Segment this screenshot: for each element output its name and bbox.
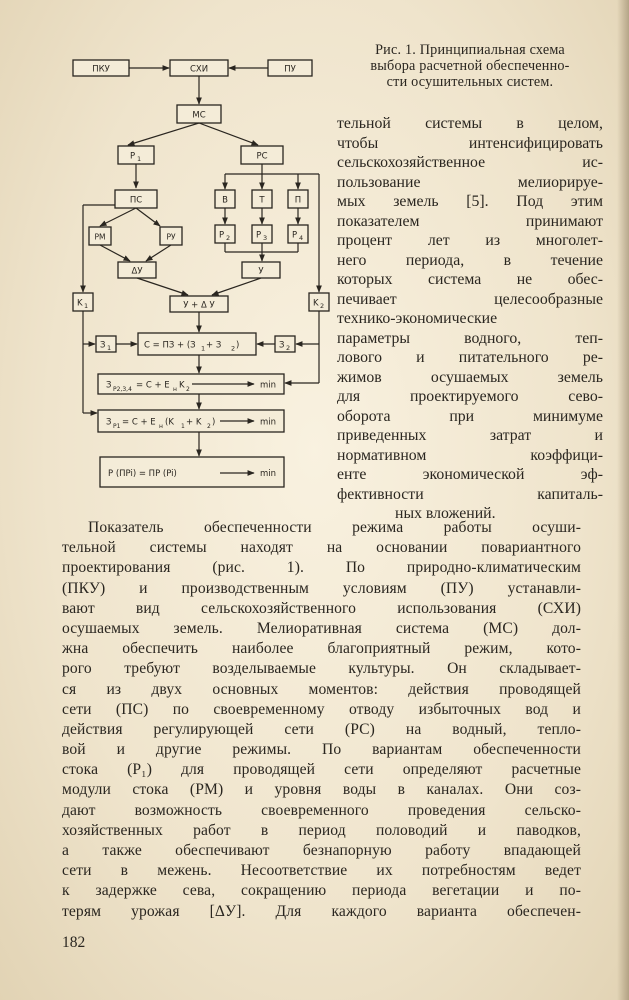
text-line: тельной системы находят на основании повариантного: [62, 539, 581, 557]
svg-text:ПУ: ПУ: [284, 64, 296, 75]
text-line: ся из двух основных моментов: действия проводящей: [62, 680, 581, 698]
node-p3: [252, 225, 272, 243]
text-line: оборота при минимуме: [337, 407, 603, 425]
node-t: [252, 190, 272, 208]
svg-text:2: 2: [231, 344, 236, 353]
svg-text:2: 2: [207, 423, 211, 430]
node-shi: [170, 60, 228, 76]
svg-text:= С + E: = С + E: [136, 380, 170, 391]
node-v: [215, 190, 235, 208]
text-line: модули стока (РМ) и уровня воды в каналах. Они соз-: [62, 781, 581, 799]
node-p1: [118, 146, 154, 164]
svg-text:СХИ: СХИ: [189, 64, 209, 75]
text-line: (ПКУ) и производственным условиям (ПУ) устанавли-: [62, 579, 581, 597]
svg-text:K: K: [313, 298, 319, 309]
text-line: фективности капиталь-: [337, 485, 603, 503]
node-p4: [288, 225, 308, 243]
svg-text:3: 3: [263, 234, 268, 242]
text-line: мых земель [5]. Под этим: [337, 193, 603, 210]
svg-text:РМ: РМ: [94, 232, 106, 242]
svg-text:P (ΠPi) = ΠP (Pi): P (ΠPi) = ΠP (Pi): [108, 469, 177, 479]
svg-text:У + Δ У: У + Δ У: [183, 300, 215, 311]
node-ms: [177, 105, 221, 123]
arrow-ms-p1: [128, 123, 199, 145]
node-du: [118, 262, 156, 278]
svg-text:ΔУ: ΔУ: [131, 266, 143, 277]
node-k2: [309, 293, 329, 311]
node-rm: [89, 227, 111, 245]
svg-text:ПКУ: ПКУ: [92, 64, 110, 75]
svg-text:1: 1: [107, 344, 112, 352]
text-line: вой и другие режимы. По вариантам обеспеченности: [62, 741, 581, 759]
text-line: Показатель обеспеченности режима работы осуши-: [88, 519, 581, 536]
page-number: 182: [62, 934, 86, 951]
text-line: тельной системы в целом,: [337, 115, 603, 132]
svg-text:P: P: [130, 151, 136, 162]
arrow-rm-du: [100, 245, 130, 261]
main-paragraph: [62, 518, 581, 922]
svg-text:1: 1: [201, 344, 206, 353]
svg-text:1: 1: [137, 155, 142, 163]
svg-text:МС: МС: [192, 110, 206, 121]
arrow-du-sum: [137, 278, 188, 295]
svg-text:min: min: [260, 469, 277, 479]
text-line: дают возможность своевременного проведения сельско-: [62, 801, 581, 819]
node-u-du: [170, 296, 228, 312]
text-line: рого требуют возделываемые культуры. Он складывает-: [62, 660, 581, 678]
text-line: к задержке сева, сокращению периода вегетации и по-: [62, 882, 581, 900]
arrow-ps-rm: [100, 208, 136, 226]
text-line: приведенных затрат и: [337, 427, 603, 444]
right-column-text: [337, 114, 603, 524]
svg-text:P1: P1: [113, 423, 121, 430]
arrow-ms-rs: [199, 123, 258, 145]
svg-text:1: 1: [181, 423, 185, 430]
svg-text:РУ: РУ: [166, 232, 176, 242]
svg-text:З: З: [100, 340, 106, 351]
svg-text:н: н: [159, 423, 163, 430]
text-line: стока (P₁) для проводящей сети определяют расчетные: [62, 761, 581, 779]
page-spine-shadow: [617, 0, 629, 1000]
text-line: сельскохозяйственное ис-: [337, 154, 603, 171]
arrow-ps-ru: [136, 208, 160, 226]
text-line: сети (ПС) по своевременному отводу избыточных вод и: [62, 700, 581, 718]
node-z1: [96, 336, 116, 352]
svg-text:min: min: [260, 417, 277, 428]
node-z2: [275, 336, 295, 352]
text-line: параметры водного, теп-: [337, 329, 603, 347]
node-cost-formula: [138, 333, 256, 355]
arrow-u-sum: [212, 278, 261, 295]
svg-text:min: min: [260, 380, 277, 391]
svg-text:С = ПЗ + (З: С = ПЗ + (З: [144, 340, 196, 351]
svg-text:2: 2: [286, 344, 291, 352]
text-line: пользование мелиорируе-: [337, 173, 603, 191]
svg-text:ПС: ПС: [129, 195, 143, 206]
text-line: показателем принимают: [337, 212, 603, 230]
node-pku: [73, 60, 129, 76]
text-line: которых система не обес-: [337, 271, 603, 288]
text-line: чтобы интенсифицировать: [337, 134, 603, 152]
svg-text:1: 1: [84, 302, 89, 310]
text-line: а также обеспечивают безнапорную работу впадающей: [62, 842, 581, 859]
node-k1: [73, 293, 93, 311]
svg-text:P: P: [219, 230, 225, 241]
svg-text:н: н: [173, 386, 177, 393]
svg-text:В: В: [222, 195, 228, 206]
text-line: вают вид сельскохозяйственного использования (СХИ): [62, 599, 581, 617]
svg-text:P2,3,4: P2,3,4: [113, 386, 132, 393]
node-e1: [98, 410, 284, 432]
svg-text:4: 4: [299, 234, 304, 242]
text-line: действия регулирующей сети (РС) на водный, тепло-: [62, 720, 581, 738]
svg-text:): ): [236, 340, 240, 351]
svg-text:2: 2: [186, 386, 190, 393]
text-line: жна обеспечить наиболее благоприятный режим, кото-: [62, 640, 581, 658]
svg-text:P: P: [292, 230, 298, 241]
svg-text:K: K: [77, 298, 83, 309]
text-line: проектирования (рис. 1). По природно-климатическим: [62, 559, 581, 577]
node-ps: [115, 190, 157, 208]
svg-text:K: K: [179, 380, 185, 391]
svg-text:(K: (K: [165, 417, 174, 428]
text-line: сети в межень. Несоответствие их потребностям ведет: [62, 862, 581, 880]
text-line: технико-экономические: [337, 310, 498, 327]
text-line: енте экономической эф-: [337, 466, 603, 483]
text-line: него периода, в течение: [337, 251, 603, 269]
node-u: [242, 262, 280, 278]
text-line: хозяйственных работ в период половодий и паводков,: [62, 821, 581, 839]
svg-text:Т: Т: [259, 195, 265, 206]
svg-text:РС: РС: [256, 151, 268, 162]
svg-text:З: З: [106, 380, 112, 391]
text-line: печивает целесообразные: [337, 290, 603, 308]
svg-text:2: 2: [226, 234, 231, 242]
node-pu: [268, 60, 312, 76]
text-line: процент лет из многолет-: [337, 232, 603, 249]
svg-text:У: У: [258, 266, 264, 277]
svg-text:З: З: [279, 340, 285, 351]
svg-text:= С + E: = С + E: [122, 417, 156, 428]
svg-text:P: P: [256, 230, 262, 241]
text-line: нормативном коэффици-: [337, 446, 603, 464]
svg-text:З: З: [106, 417, 112, 428]
caption-line: сти осушительных систем.: [386, 74, 554, 90]
figure-caption: [339, 42, 601, 90]
svg-text:+ K: + K: [186, 417, 202, 428]
node-p2: [215, 225, 235, 243]
node-ru: [160, 227, 182, 245]
node-rs: [241, 146, 283, 164]
svg-text:2: 2: [320, 302, 325, 310]
svg-text:): ): [212, 417, 216, 428]
node-e234: [98, 374, 284, 394]
svg-text:П: П: [294, 195, 302, 206]
arrow-ru-du: [146, 245, 171, 261]
node-prob-formula: [100, 457, 284, 487]
text-line: для проектируемого сево-: [337, 388, 603, 405]
text-line: ных вложений.: [395, 505, 496, 522]
caption-line: выбора расчетной обеспеченно-: [370, 58, 570, 74]
node-p: [288, 190, 308, 208]
flowchart-diagram: [60, 52, 340, 492]
svg-text:+ З: + З: [206, 340, 222, 351]
text-line: осушаемых земель. Мелиоративная система (МС) дол-: [62, 619, 581, 637]
text-line: жимов осушаемых земель: [337, 368, 603, 386]
text-line: лового и питательного ре-: [337, 349, 603, 366]
caption-line: Рис. 1. Принципиальная схема: [375, 42, 565, 58]
text-line: терям урожая [ΔУ]. Для каждого варианта обеспечен-: [62, 902, 581, 920]
